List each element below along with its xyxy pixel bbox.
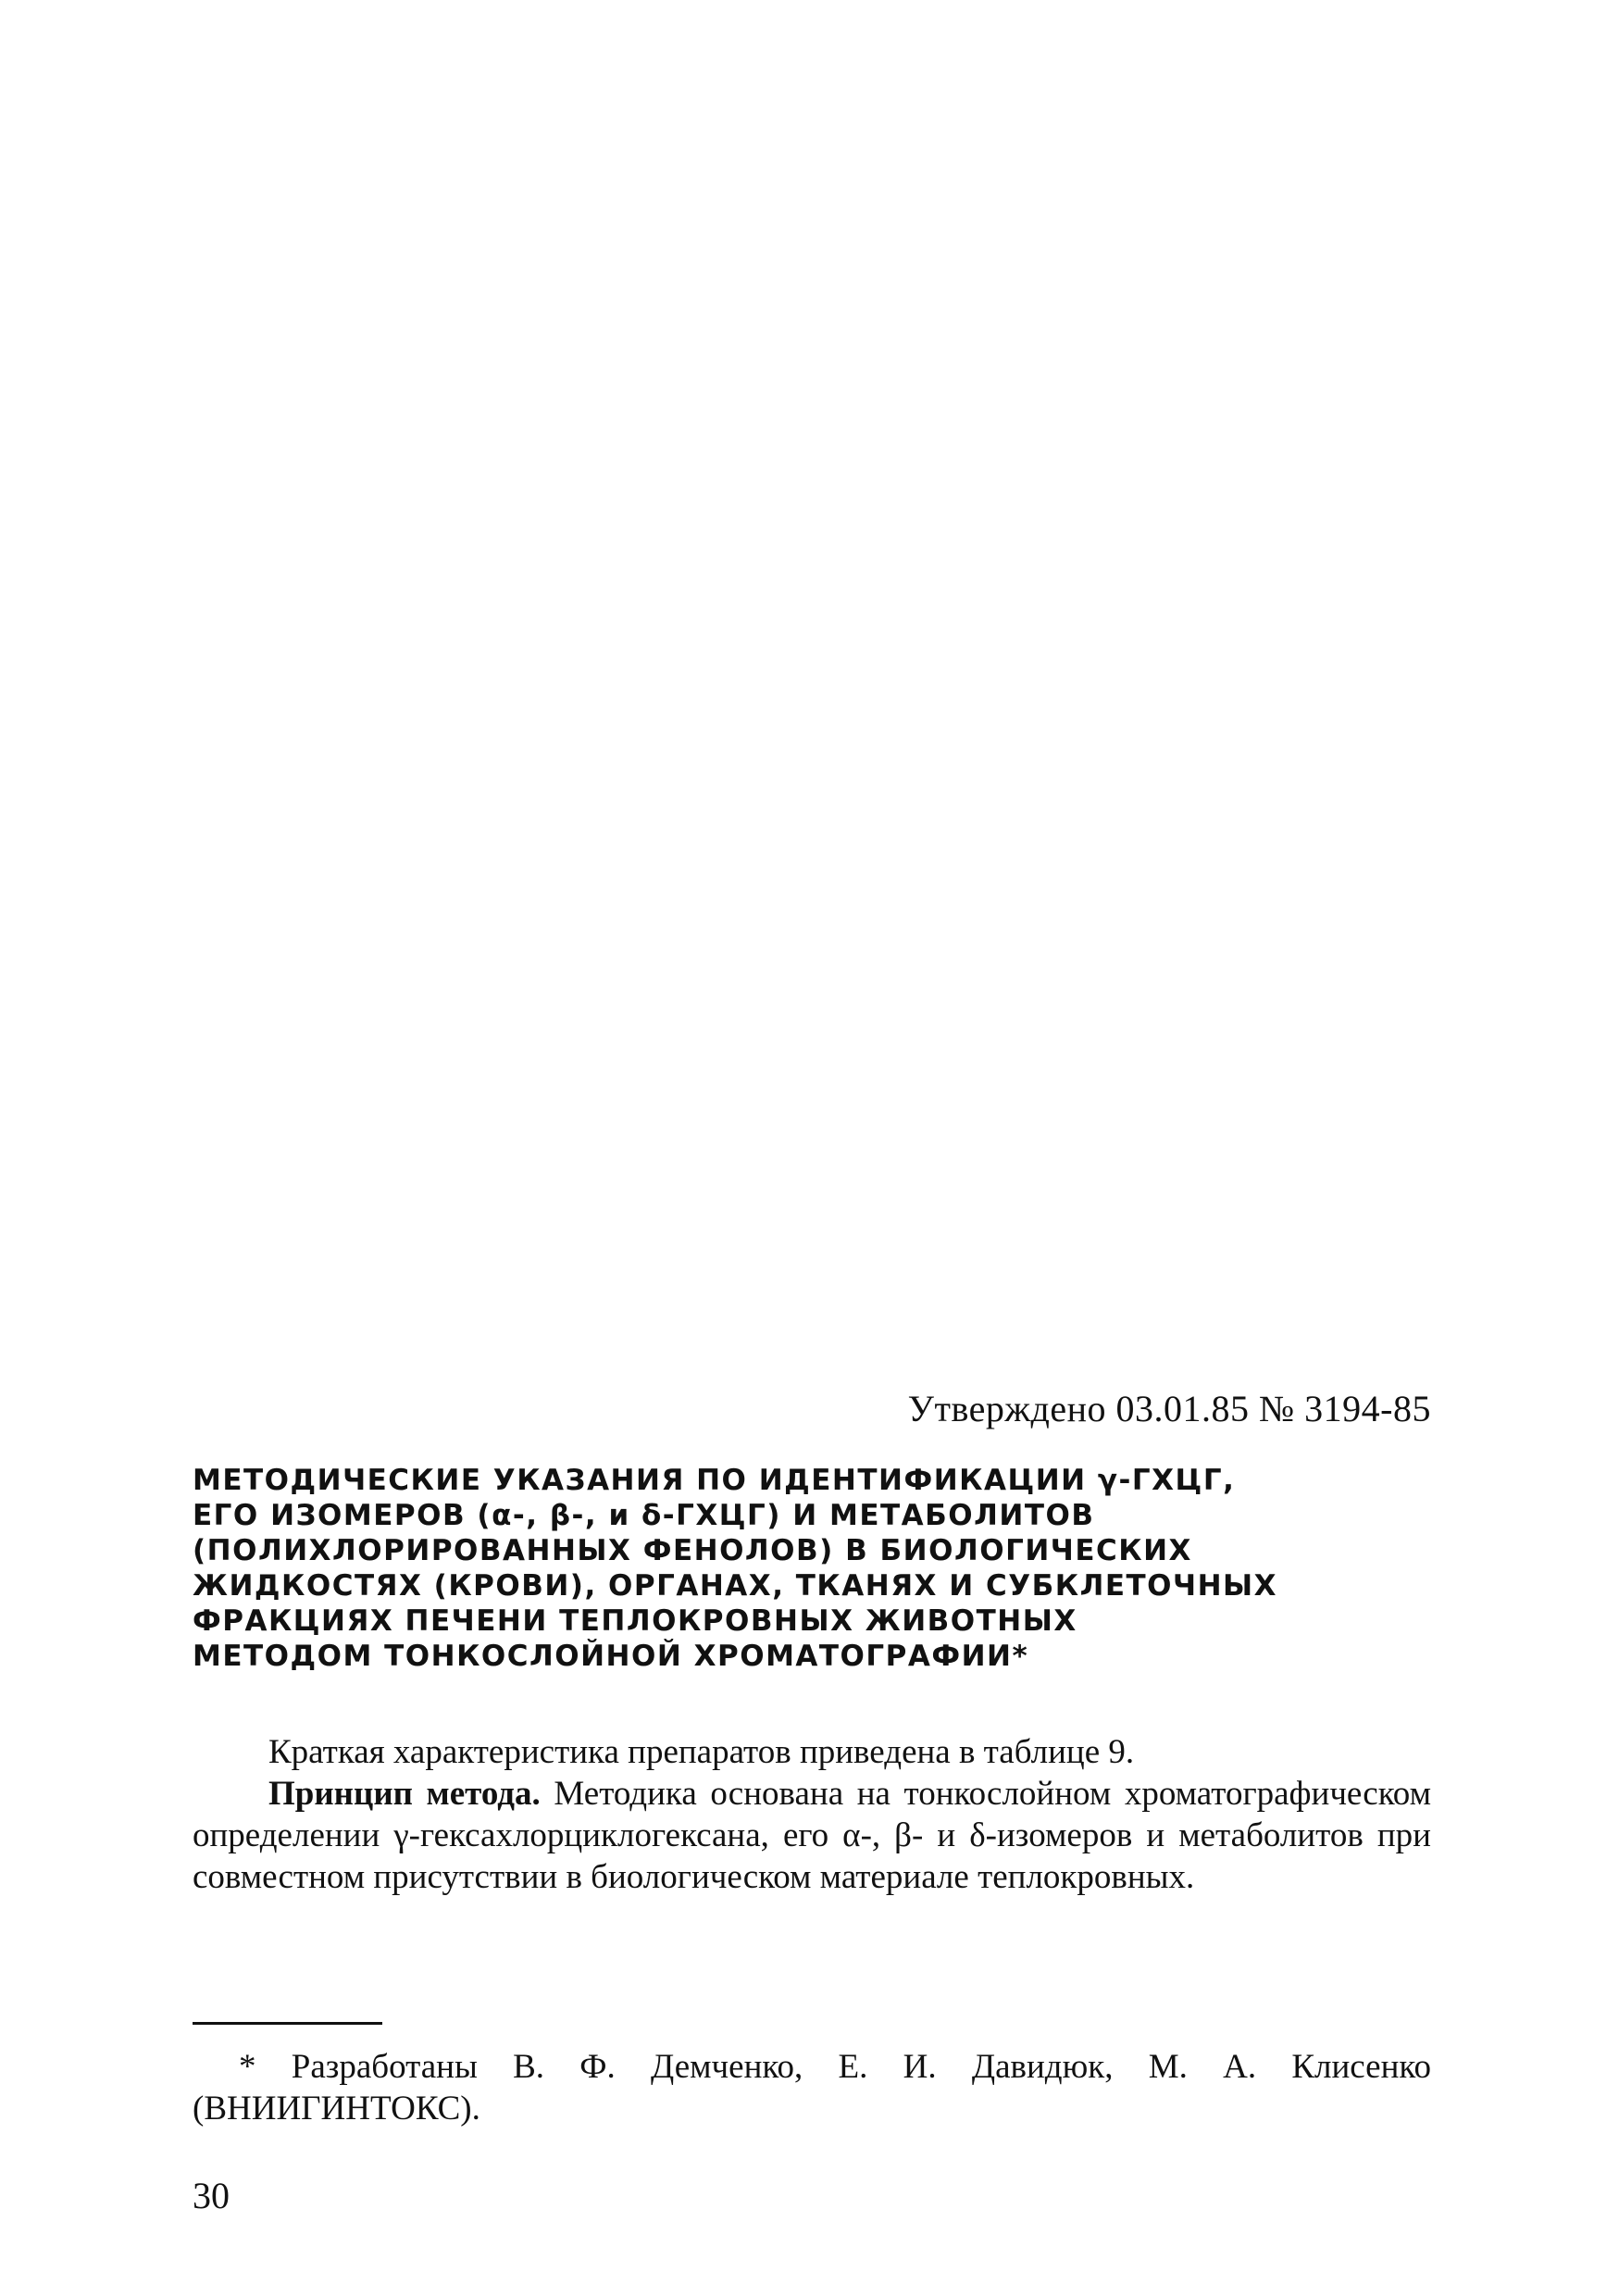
title-line: ФРАКЦИЯХ ПЕЧЕНИ ТЕПЛОКРОВНЫХ ЖИВОТНЫХ	[193, 1604, 1077, 1638]
paragraph-intro: Краткая характеристика препаратов приведена в таблице 9.	[268, 1733, 1135, 1771]
footnote-text: * Разработаны В. Ф. Демченко, Е. И. Давидюк, М. А. Клисенко (ВНИИГИНТОКС).	[193, 2048, 1431, 2128]
title-line: МЕТОДИЧЕСКИЕ УКАЗАНИЯ ПО ИДЕНТИФИКАЦИИ γ-ГХЦГ,	[193, 1464, 1236, 1497]
footnote-divider	[193, 2022, 382, 2025]
paragraph-principle-text: Методика основана на тонкослойном хроматографическом определении γ-гексахлорциклогексана, его α-, β- и δ-изомеров и метаболитов при совместном присутствии в биологическом материале теплокровных.	[193, 1775, 1431, 1896]
paragraph-principle	[193, 1773, 1431, 1898]
paragraph-lead: Принцип метода.	[268, 1775, 541, 1813]
title-line: МЕТОДОМ ТОНКОСЛОЙНОЙ ХРОМАТОГРАФИИ*	[193, 1640, 1029, 1673]
approval-line: Утверждено 03.01.85 № 3194-85	[907, 1388, 1431, 1429]
footnote	[193, 2046, 1431, 2129]
title-line: ЕГО ИЗОМЕРОВ (α-, β-, и δ-ГХЦГ) И МЕТАБОЛИТОВ	[193, 1499, 1095, 1532]
title-line: ЖИДКОСТЯХ (КРОВИ), ОРГАНАХ, ТКАНЯХ И СУБКЛЕТОЧНЫХ	[193, 1569, 1278, 1603]
page-number: 30	[193, 2175, 230, 2216]
body-text	[193, 1731, 1431, 1898]
title-line: (ПОЛИХЛОРИРОВАННЫХ ФЕНОЛОВ) В БИОЛОГИЧЕСКИХ	[193, 1534, 1192, 1567]
document-title	[193, 1463, 1433, 1674]
